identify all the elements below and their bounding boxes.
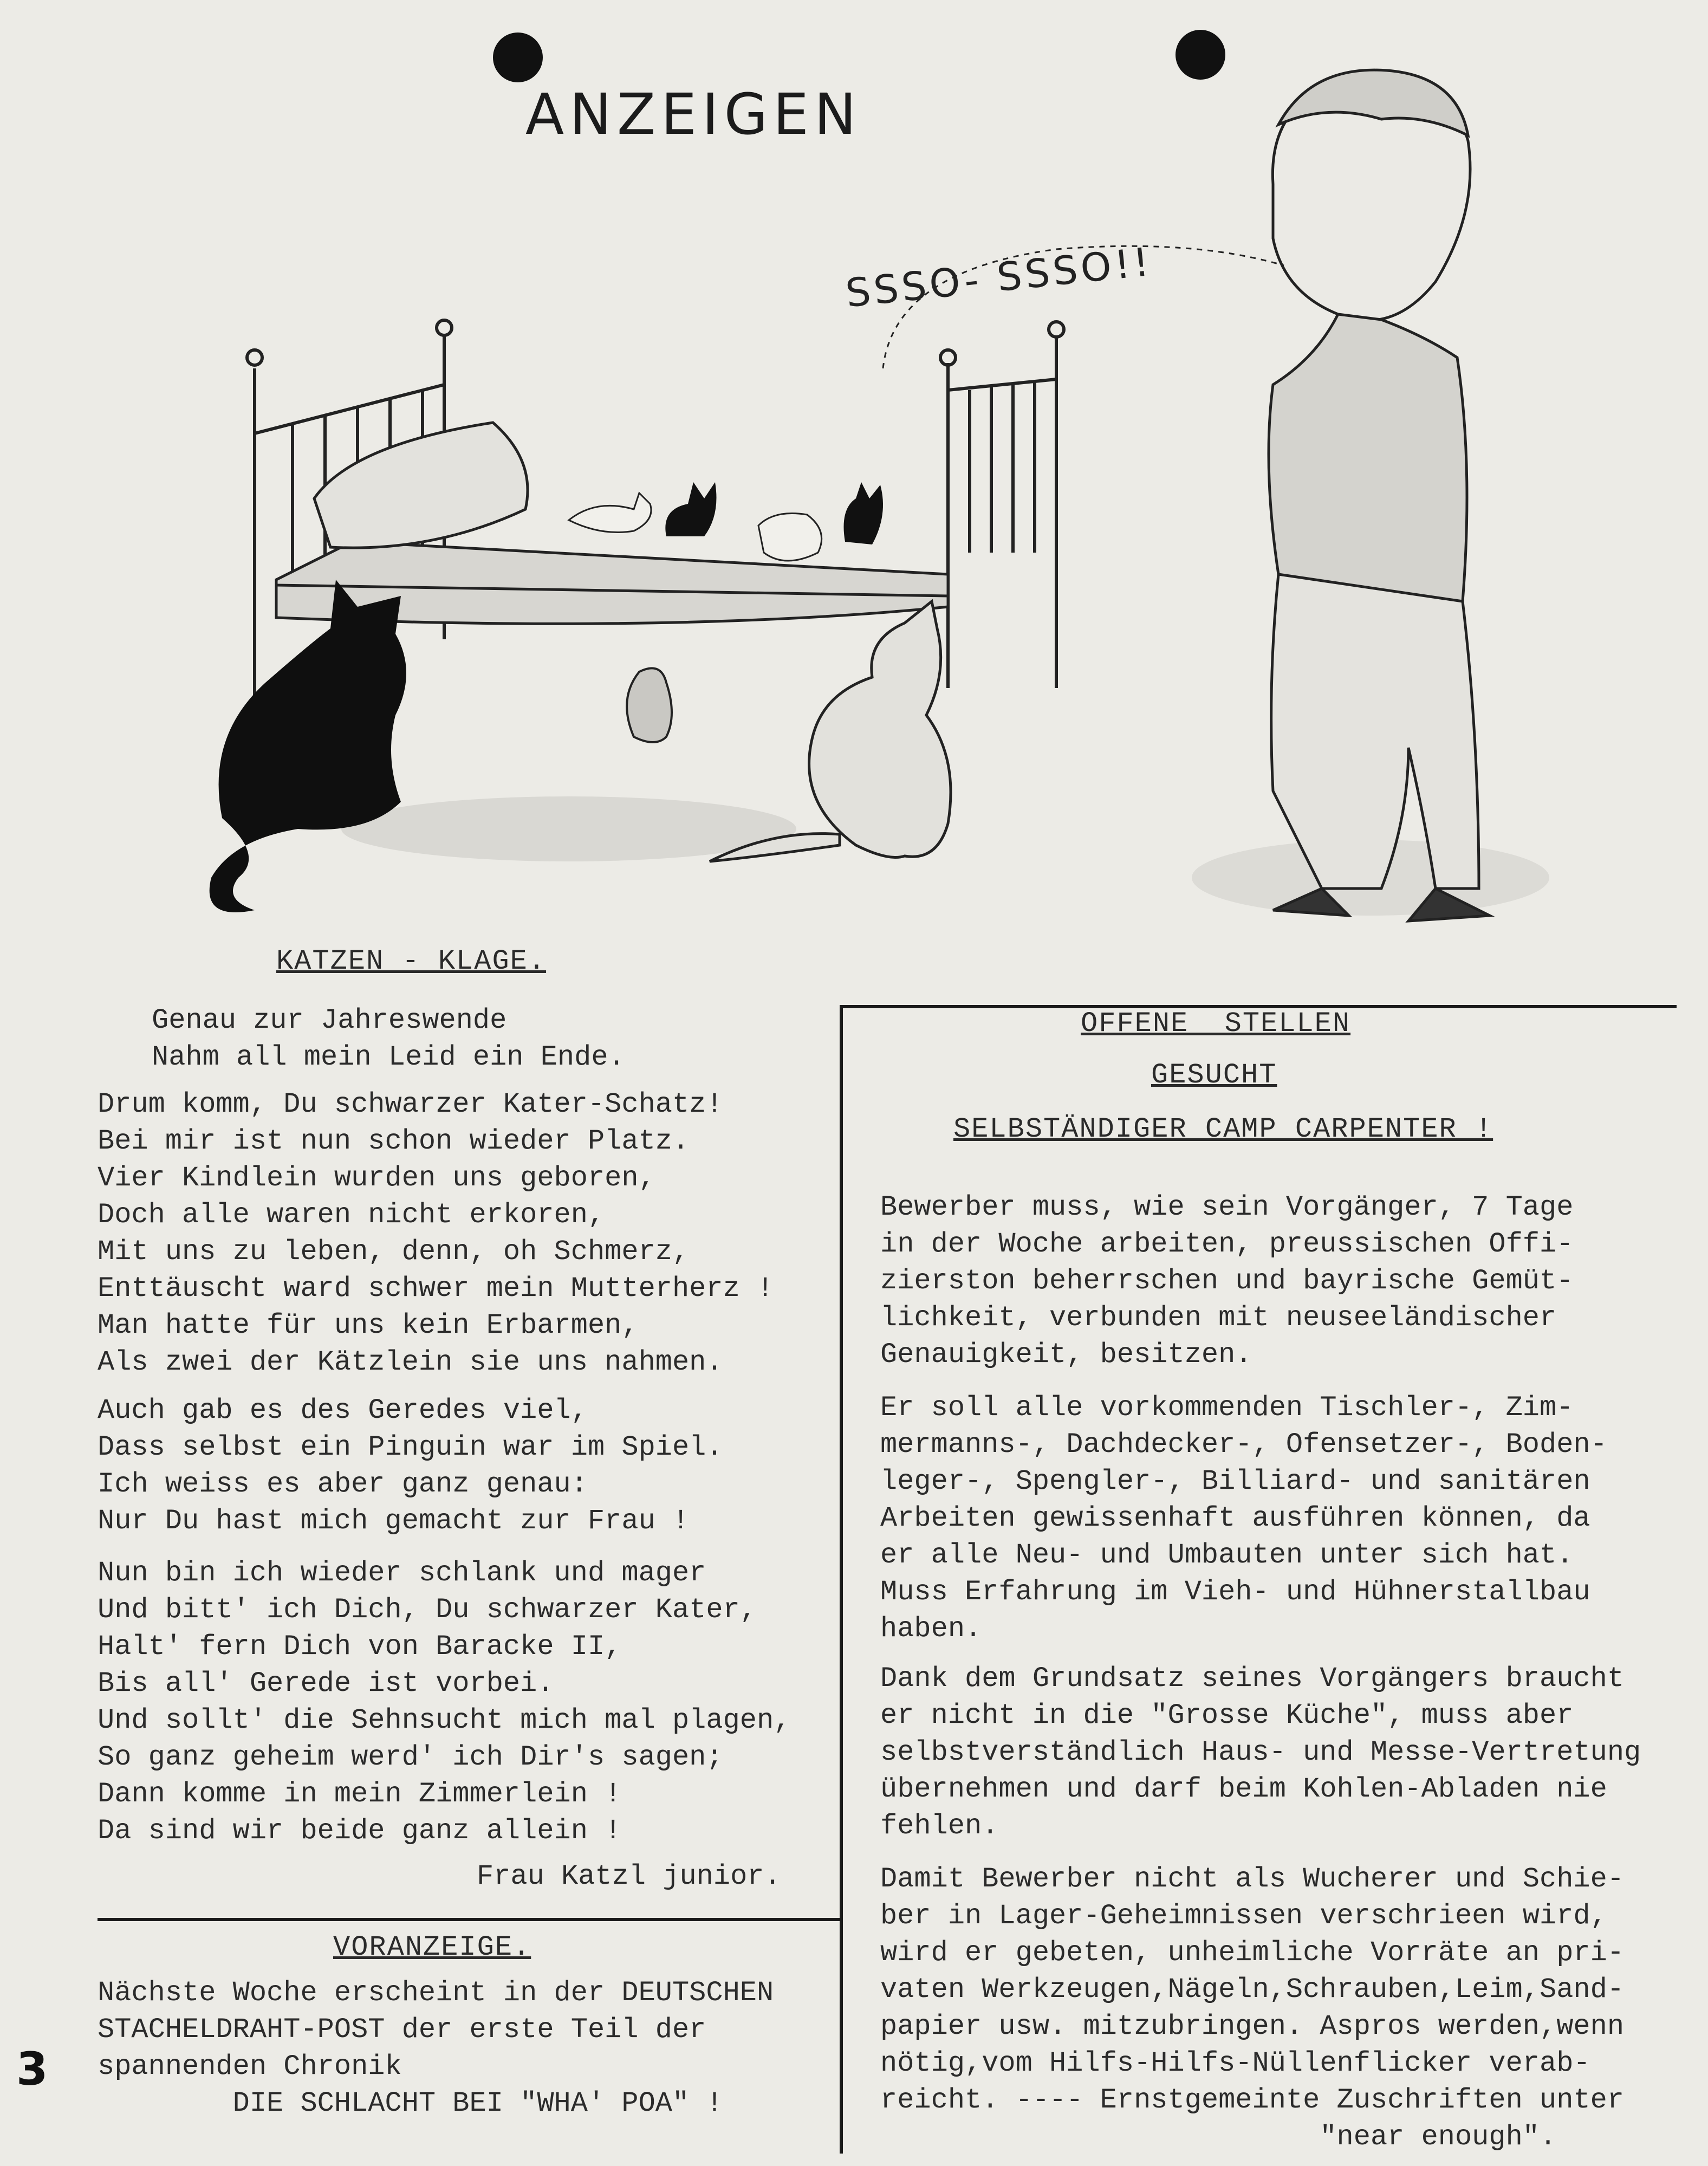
jobs-line: fehlen. [880, 1810, 999, 1842]
jobs-line: Dank dem Grundsatz seines Vorgängers braucht [880, 1663, 1625, 1695]
preview-title: VORANZEIGE. [333, 1931, 531, 1963]
speech-bubble-text: SSSO- SSSO!! [843, 238, 1155, 316]
jobs-line: nötig,vom Hilfs-Hilfs-Nüllenflicker verab- [880, 2047, 1590, 2079]
jobs-line: Bewerber muss, wie sein Vorgänger, 7 Tage [880, 1191, 1574, 1223]
jobs-line: übernehmen und darf beim Kohlen-Abladen nie [880, 1773, 1607, 1805]
poem-line: Ich weiss es aber ganz genau: [98, 1468, 588, 1500]
jobs-line: papier usw. mitzubringen. Aspros werden,wenn [880, 2011, 1625, 2042]
poem-line: Auch gab es des Geredes viel, [98, 1395, 588, 1426]
poem-line: Drum komm, Du schwarzer Kater-Schatz! [98, 1088, 723, 1120]
poem-intro [152, 1002, 625, 1076]
jobs-line: Muss Erfahrung im Vieh- und Hühnerstallbau [880, 1576, 1590, 1608]
preview-line: STACHELDRAHT-POST der erste Teil der [98, 2014, 706, 2046]
jobs-line: Er soll alle vorkommenden Tischler-, Zim- [880, 1392, 1574, 1424]
jobs-line: in der Woche arbeiten, preussischen Offi- [880, 1228, 1574, 1260]
jobs-line: Damit Bewerber nicht als Wucherer und Schie- [880, 1863, 1625, 1895]
jobs-line: mermanns-, Dachdecker-, Ofensetzer-, Boden- [880, 1429, 1607, 1461]
jobs-paragraph-4 [880, 1861, 1624, 2156]
pillow [314, 423, 528, 548]
poem-line: Nahm all mein Leid ein Ende. [152, 1041, 625, 1073]
jobs-line: zierston beherrschen und bayrische Gemüt- [880, 1265, 1574, 1297]
poem-line: Vier Kindlein wurden uns geboren, [98, 1162, 655, 1194]
jobs-line: er alle Neu- und Umbauten unter sich hat. [880, 1539, 1574, 1571]
jobs-paragraph-1 [880, 1189, 1573, 1373]
cartoon-illustration [190, 33, 1609, 954]
poem-stanza-3 [98, 1555, 790, 1850]
preview-line: DIE SCHLACHT BEI "WHA' POA" ! [98, 2087, 723, 2119]
poem-signature: Frau Katzl junior. [477, 1860, 781, 1892]
poem-line: Dann komme in mein Zimmerlein ! [98, 1778, 622, 1810]
jobs-line: wird er gebeten, unheimliche Vorräte an pri- [880, 1937, 1625, 1969]
man-figure [1269, 70, 1490, 921]
box-left-line [840, 1005, 843, 2154]
jobs-line: Arbeiten gewissenhaft ausführen können, da [880, 1502, 1590, 1534]
preview-line: Nächste Woche erscheint in der DEUTSCHEN [98, 1977, 774, 2009]
poem-line: Doch alle waren nicht erkoren, [98, 1199, 605, 1231]
poem-line: Da sind wir beide ganz allein ! [98, 1815, 622, 1847]
jobs-line: haben. [880, 1613, 982, 1645]
jobs-subtitle: GESUCHT [1151, 1059, 1277, 1091]
poem-line: Bei mir ist nun schon wieder Platz. [98, 1125, 690, 1157]
jobs-line: lichkeit, verbunden mit neuseeländischer [880, 1302, 1557, 1334]
poem-title: KATZEN - KLAGE. [276, 945, 547, 977]
jobs-paragraph-2 [880, 1390, 1607, 1648]
jobs-line: ber in Lager-Geheimnissen verschrieen wird, [880, 1900, 1607, 1932]
poem-line: Man hatte für uns kein Erbarmen, [98, 1309, 639, 1341]
section-divider [98, 1918, 840, 1921]
poem-line: Halt' fern Dich von Baracke II, [98, 1631, 622, 1663]
jobs-line: er nicht in die "Grosse Küche", muss aber [880, 1700, 1574, 1731]
kittens-on-bed [569, 482, 883, 561]
jobs-line: Genauigkeit, besitzen. [880, 1339, 1252, 1371]
poem-line: Bis all' Gerede ist vorbei. [98, 1668, 554, 1700]
poem-line: Mit uns zu leben, denn, oh Schmerz, [98, 1236, 690, 1268]
poem-line: Als zwei der Kätzlein sie uns nahmen. [98, 1346, 723, 1378]
jobs-line: reicht. ---- Ernstgemeinte Zuschriften unter [880, 2084, 1625, 2116]
penguin [627, 668, 672, 742]
jobs-position: SELBSTÄNDIGER CAMP CARPENTER ! [953, 1113, 1493, 1145]
jobs-line: selbstverständlich Haus- und Messe-Vertretung [880, 1736, 1641, 1768]
poem-line: Genau zur Jahreswende [152, 1004, 507, 1036]
black-cat [210, 580, 406, 912]
preview-line: spannenden Chronik [98, 2051, 402, 2083]
preview-block [98, 1975, 774, 2122]
poem-line: Nur Du hast mich gemacht zur Frau ! [98, 1505, 690, 1537]
page-number: 3 [16, 2042, 48, 2096]
jobs-line: vaten Werkzeugen,Nägeln,Schrauben,Leim,Sand- [880, 1974, 1625, 2006]
poem-stanza-2 [98, 1392, 723, 1540]
jobs-title: OFFENE STELLEN [1081, 1008, 1351, 1040]
jobs-paragraph-3 [880, 1661, 1641, 1845]
poem-line: So ganz geheim werd' ich Dir's sagen; [98, 1741, 723, 1773]
poem-line: Dass selbst ein Pinguin war im Spiel. [98, 1431, 723, 1463]
poem-line: Enttäuscht ward schwer mein Mutterherz ! [98, 1273, 774, 1305]
poem-line: Und bitt' ich Dich, Du schwarzer Kater, [98, 1594, 757, 1626]
poem-line: Nun bin ich wieder schlank und mager [98, 1557, 706, 1589]
poem-line: Und sollt' die Sehnsucht mich mal plagen, [98, 1704, 791, 1736]
jobs-line: "near enough". [880, 2121, 1557, 2153]
jobs-line: leger-, Spengler-, Billiard- und sanitären [880, 1465, 1590, 1497]
page-heading: ANZEIGEN [525, 81, 862, 147]
poem-stanza-1 [98, 1086, 774, 1381]
